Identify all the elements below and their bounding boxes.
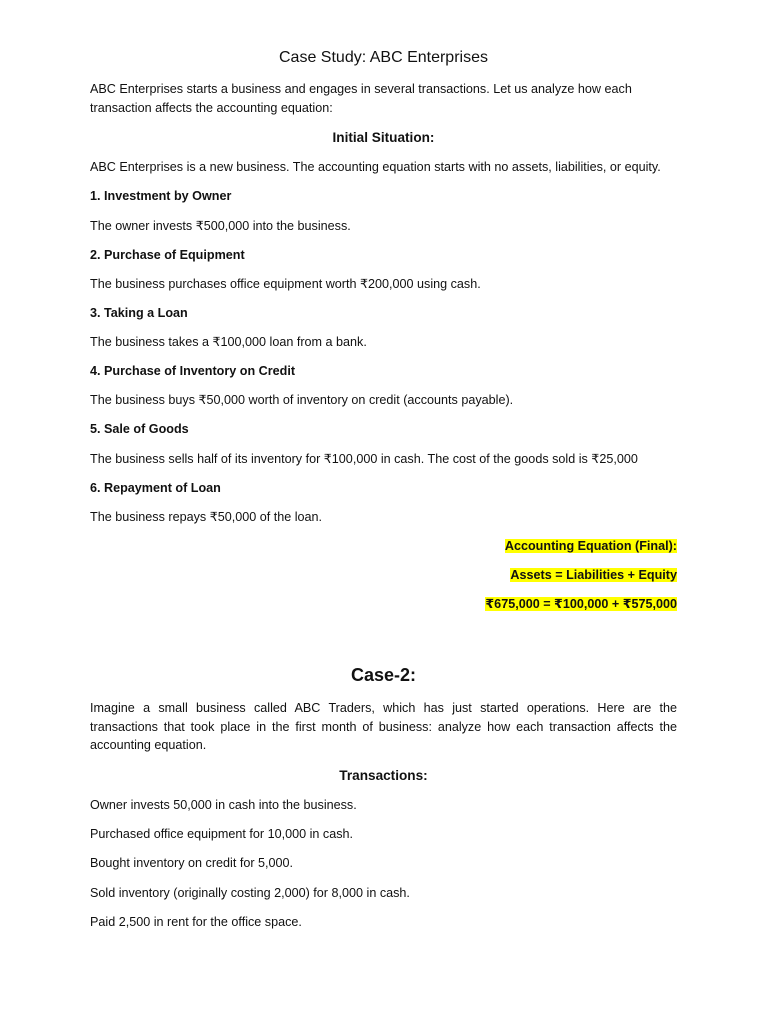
item-2-heading: 2. Purchase of Equipment (90, 248, 245, 262)
transaction-4: Sold inventory (originally costing 2,000) for 8,000 in cash. (90, 886, 410, 900)
transaction-1: Owner invests 50,000 in cash into the business. (90, 798, 357, 812)
final-equation-label-line (90, 537, 677, 556)
final-equation-formula: Assets = Liabilities + Equity (510, 568, 677, 582)
item-3-heading: 3. Taking a Loan (90, 306, 188, 320)
item-6-text: The business repays ₹50,000 of the loan. (90, 510, 323, 524)
case2-intro: Imagine a small business called ABC Traders, which has just started operations. Here are the transactions that took place in the first month of business: analyze how each transaction affects the accounting equation. (90, 701, 677, 752)
case2-title: Case-2: (350, 665, 417, 685)
case1-intro: ABC Enterprises starts a business and engages in several transactions. Let us analyze how each transaction affects the accounting equation: (90, 82, 632, 115)
final-equation-label: Accounting Equation (Final): (504, 539, 677, 553)
final-equation-values: ₹675,000 = ₹100,000 + ₹575,000 (485, 597, 677, 611)
transactions-heading: Transactions: (339, 768, 428, 783)
transaction-2: Purchased office equipment for 10,000 in cash. (90, 827, 354, 841)
case1-title: Case Study: ABC Enterprises (279, 49, 488, 66)
item-5-text: The business sells half of its inventory for ₹100,000 in cash. The cost of the goods sold is ₹25,000 (90, 452, 638, 466)
item-4-text: The business buys ₹50,000 worth of inventory on credit (accounts payable). (90, 393, 514, 407)
final-equation-values-line (90, 595, 677, 614)
item-5-heading: 5. Sale of Goods (90, 422, 189, 436)
item-6-heading: 6. Repayment of Loan (90, 481, 221, 495)
initial-situation-text: ABC Enterprises is a new business. The accounting equation starts with no assets, liabilities, or equity. (90, 160, 661, 174)
final-equation-formula-line (90, 566, 677, 585)
initial-situation-heading: Initial Situation: (332, 130, 435, 145)
transaction-3: Bought inventory on credit for 5,000. (90, 856, 294, 870)
item-3-text: The business takes a ₹100,000 loan from a bank. (90, 335, 367, 349)
transaction-5: Paid 2,500 in rent for the office space. (90, 915, 302, 929)
item-2-text: The business purchases office equipment worth ₹200,000 using cash. (90, 277, 481, 291)
item-1-text: The owner invests ₹500,000 into the business. (90, 219, 351, 233)
item-4-heading: 4. Purchase of Inventory on Credit (90, 364, 296, 378)
item-1-heading: 1. Investment by Owner (90, 189, 232, 203)
